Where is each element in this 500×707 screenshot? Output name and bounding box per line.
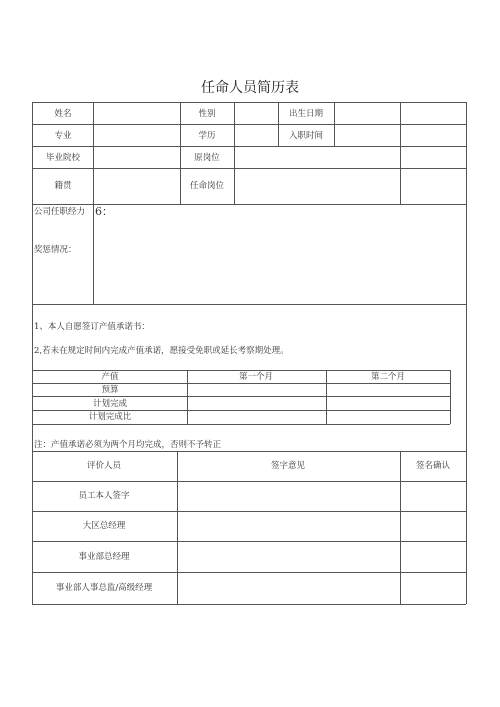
- eval-header-opinion: 签字意见: [270, 461, 306, 471]
- name-label: 姓名: [54, 109, 72, 119]
- native-place-field[interactable]: [94, 169, 180, 204]
- employee-signature-cell[interactable]: [401, 482, 466, 511]
- output-row-ratio: 计划完成比: [88, 412, 132, 422]
- commitment-line-1: 1、本人自愿签订产值承诺书：: [34, 322, 150, 332]
- eval-row-employee: 员工本人签字: [78, 491, 130, 501]
- budget-month-2-cell[interactable]: [327, 384, 450, 396]
- region-manager-opinion-cell[interactable]: [178, 512, 400, 541]
- education-field[interactable]: [235, 125, 278, 146]
- hr-director-opinion-cell[interactable]: [178, 573, 400, 604]
- join-date-field[interactable]: [335, 125, 400, 146]
- employee-opinion-cell[interactable]: [178, 482, 400, 511]
- eval-row-division-manager: 事业部总经理: [78, 552, 130, 562]
- output-row-budget: 预算: [101, 385, 119, 395]
- eval-row-hr-director: 事业部人事总监/高级经理: [55, 583, 153, 593]
- output-header-value: 产值: [101, 372, 119, 382]
- plan-month-2-cell[interactable]: [327, 397, 450, 410]
- gender-field[interactable]: [235, 103, 278, 124]
- eval-row-region-manager: 大区总经理: [82, 521, 126, 531]
- education-label: 学历: [198, 131, 216, 141]
- eval-header-person: 评价人员: [86, 461, 122, 471]
- school-field[interactable]: [94, 147, 180, 168]
- ratio-month-1-cell[interactable]: [188, 411, 326, 424]
- division-manager-opinion-cell[interactable]: [178, 542, 400, 572]
- ratio-month-2-cell[interactable]: [327, 411, 450, 424]
- hr-director-signature-cell[interactable]: [401, 573, 466, 604]
- school-label: 毕业院校: [45, 153, 81, 163]
- join-date-label: 入职时间: [288, 131, 324, 141]
- output-header-month-1: 第一个月: [238, 372, 274, 382]
- original-post-label: 原岗位: [194, 153, 220, 163]
- major-field[interactable]: [94, 125, 180, 146]
- name-field[interactable]: [94, 103, 180, 124]
- native-place-label: 籍贯: [54, 181, 72, 191]
- region-manager-signature-cell[interactable]: [401, 512, 466, 541]
- commitment-note: 注：产值承诺必须为两个月均完成，否则不予转正: [34, 440, 222, 450]
- gender-label: 性别: [198, 109, 216, 119]
- major-label: 专业: [54, 131, 72, 141]
- plan-month-1-cell[interactable]: [188, 397, 326, 410]
- experience-content: 6：: [95, 205, 113, 218]
- division-manager-signature-cell[interactable]: [401, 542, 466, 572]
- birth-date-field[interactable]: [335, 103, 400, 124]
- eval-header-confirm: 签名确认: [415, 461, 451, 471]
- budget-month-1-cell[interactable]: [188, 384, 326, 396]
- original-post-field[interactable]: [235, 147, 400, 168]
- commitment-line-2: 2,若未在规定时间内完成产值承诺，愿接受免职或延长考察期处理。: [34, 346, 289, 356]
- birth-date-label: 出生日期: [288, 109, 324, 119]
- output-header-month-2: 第二个月: [370, 372, 406, 382]
- page-title: 任命人员简历表: [201, 80, 299, 96]
- appoint-post-label: 任命岗位: [189, 181, 225, 191]
- award-label: 奖惩情况：: [34, 245, 77, 255]
- appoint-post-field[interactable]: [235, 169, 400, 204]
- experience-label: 公司任职经力: [34, 207, 86, 217]
- output-row-plan: 计划完成: [92, 399, 128, 409]
